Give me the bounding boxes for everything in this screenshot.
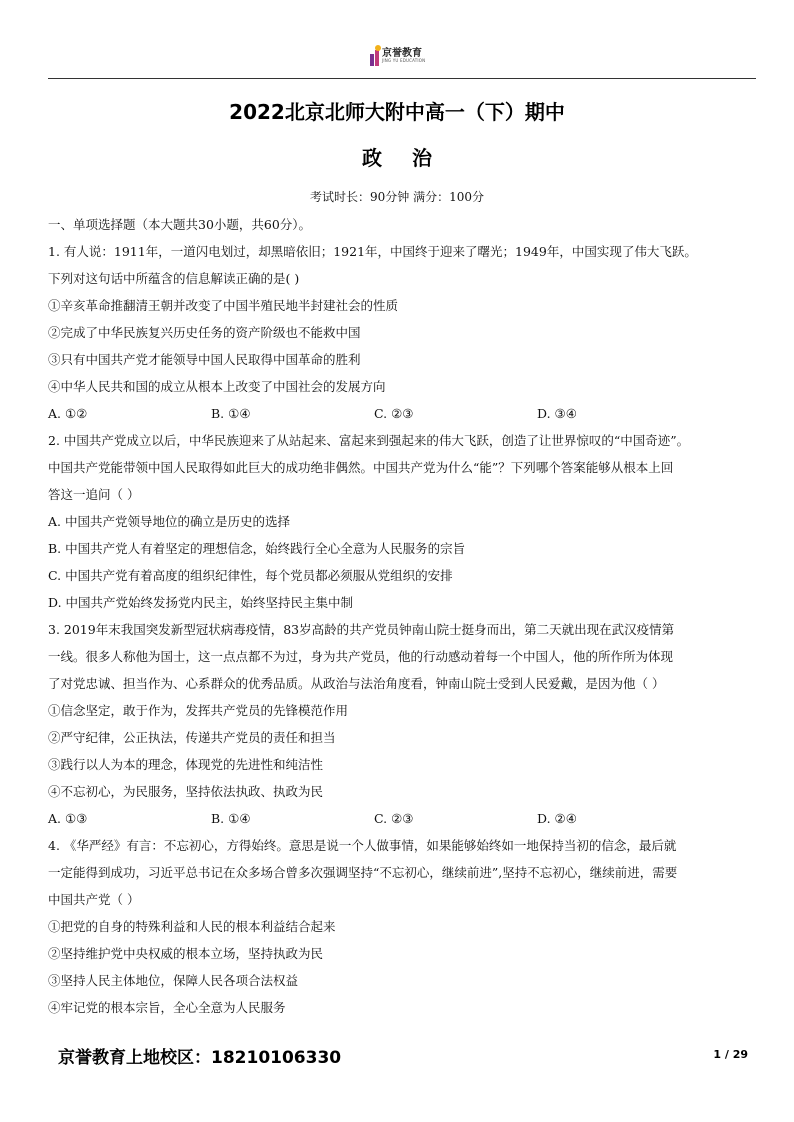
- option-c: C. ②③: [374, 406, 414, 421]
- question-1: [48, 238, 760, 427]
- statement-item: ②完成了中华民族复兴历史任务的资产阶级也不能救中国: [48, 325, 361, 340]
- option-a: A. ①②: [48, 406, 88, 421]
- statement-item: ②严守纪律，公正执法，传递共产党员的责任和担当: [48, 730, 336, 745]
- page-title: 2022北京北师大附中高一（下）期中: [229, 100, 565, 124]
- statement-item: ②坚持维护党中央权威的根本立场，坚持执政为民: [48, 946, 324, 961]
- page-number: 1 / 29: [713, 1048, 748, 1061]
- question-stem-line: 下列对这句话中所蕴含的信息解读正确的是( ): [48, 271, 300, 286]
- question-content: [48, 211, 760, 1021]
- question-stem-line: 中国共产党能带领中国人民取得如此巨大的成功绝非偶然。中国共产党为什么“能”？下列哪个答案能够从根本上回: [48, 460, 674, 475]
- statement-item: ①辛亥革命推翻清王朝并改变了中国半殖民地半封建社会的性质: [48, 298, 399, 313]
- option-a: A. ①③: [48, 811, 88, 826]
- statement-item: ①信念坚定，敢于作为，发挥共产党员的先锋模范作用: [48, 703, 349, 718]
- question-stem-line: 答这一追问（ ）: [48, 487, 140, 502]
- subject-title: 政治: [362, 146, 462, 170]
- logo-mark-icon: [368, 44, 382, 68]
- option-b: B. ①④: [211, 406, 251, 421]
- question-stem-line: 一线。很多人称他为国士，这一点点都不为过，身为共产党员，他的行动感动着每一个中国人，他的所作所为体现: [48, 649, 674, 664]
- choice-c: C. 中国共产党有着高度的组织纪律性，每个党员都必须服从党组织的安排: [48, 568, 453, 583]
- question-2: [48, 427, 760, 616]
- question-3: [48, 616, 760, 832]
- choice-d: D. 中国共产党始终发扬党内民主，始终坚持民主集中制: [48, 595, 354, 610]
- statement-item: ③坚持人民主体地位，保障人民各项合法权益: [48, 973, 299, 988]
- logo-brand-text: 京誉教育: [382, 48, 422, 59]
- question-stem-line: 4. 《华严经》有言：不忘初心，方得始终。意思是说一个人做事情，如果能够始终如一地保持当初的信念，最后就: [48, 838, 677, 853]
- answer-options: [48, 400, 760, 427]
- option-c: C. ②③: [374, 811, 414, 826]
- section-heading: 一、单项选择题（本大题共30小题，共60分）。: [48, 217, 312, 232]
- statement-item: ④中华人民共和国的成立从根本上改变了中国社会的发展方向: [48, 379, 386, 394]
- footer-contact: 京誉教育上地校区：18210106330: [58, 1048, 342, 1068]
- exam-info: 考试时长：90分钟 满分：100分: [310, 190, 484, 204]
- brand-logo: [368, 40, 428, 72]
- answer-options: [48, 805, 760, 832]
- header-divider: [48, 78, 756, 79]
- logo-brand-subtext: JING YU EDUCATION: [382, 58, 426, 63]
- choice-a: A. 中国共产党领导地位的确立是历史的选择: [48, 514, 290, 529]
- question-stem-line: 1. 有人说：1911年，一道闪电划过，却黑暗依旧；1921年，中国终于迎来了曙光；1949年，中国实现了伟大飞跃。: [48, 244, 697, 259]
- question-stem-line: 中国共产党（ ）: [48, 892, 140, 907]
- option-d: D. ③④: [537, 406, 577, 421]
- question-stem-line: 3. 2019年末我国突发新型冠状病毒疫情，83岁高龄的共产党员钟南山院士挺身而出，第二天就出现在武汉疫情第: [48, 622, 675, 637]
- choice-b: B. 中国共产党人有着坚定的理想信念，始终践行全心全意为人民服务的宗旨: [48, 541, 466, 556]
- option-d: D. ②④: [537, 811, 577, 826]
- question-stem-line: 2. 中国共产党成立以后，中华民族迎来了从站起来、富起来到强起来的伟大飞跃，创造了让世界惊叹的“中国奇迹”。: [48, 433, 690, 448]
- question-stem-line: 一定能得到成功，习近平总书记在众多场合曾多次强调坚持“不忘初心，继续前进”,坚持不忘初心，继续前进，需要: [48, 865, 678, 880]
- question-4: [48, 832, 760, 1021]
- option-b: B. ①④: [211, 811, 251, 826]
- statement-item: ④不忘初心，为民服务，坚持依法执政、执政为民: [48, 784, 324, 799]
- question-stem-line: 了对党忠诚、担当作为、心系群众的优秀品质。从政治与法治角度看，钟南山院士受到人民爱戴，是因为他（ ）: [48, 676, 665, 691]
- statement-item: ③践行以人为本的理念，体现党的先进性和纯洁性: [48, 757, 324, 772]
- statement-item: ④牢记党的根本宗旨，全心全意为人民服务: [48, 1000, 286, 1015]
- statement-item: ①把党的自身的特殊利益和人民的根本利益结合起来: [48, 919, 336, 934]
- statement-item: ③只有中国共产党才能领导中国人民取得中国革命的胜利: [48, 352, 361, 367]
